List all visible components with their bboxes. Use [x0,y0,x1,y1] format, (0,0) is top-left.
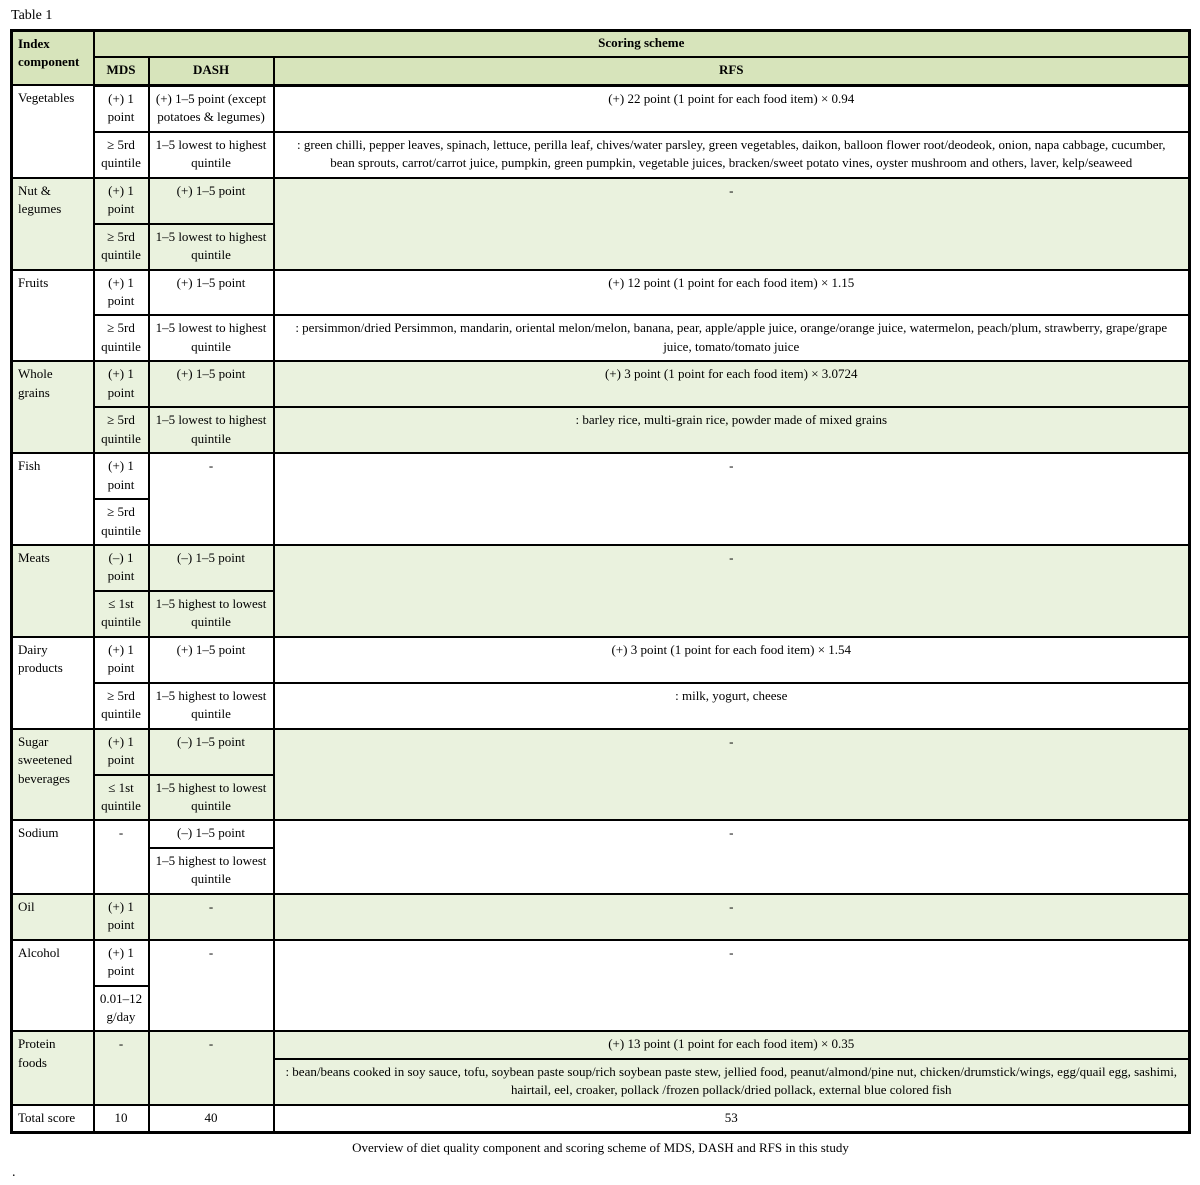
table-row-whole-grains-2 [12,407,1190,453]
cell-meats-dash-1: (–) 1–5 point [149,545,274,591]
cell-sugar-sweetened-beverages-component: Sugar sweetened beverages [12,729,94,821]
table-row-sodium-1 [12,820,1190,847]
table-label: Table 1 [11,8,53,23]
table-row-dairy-products-1 [12,637,1190,683]
table-row-vegetables-2 [12,132,1190,178]
cell-sodium-dash-2: 1–5 highest to lowest quintile [149,848,274,894]
header-col-dash: DASH [149,57,274,85]
table-row-total-score [12,1105,1190,1133]
cell-fruits-rfs-1: (+) 12 point (1 point for each food item) × 1.15 [274,270,1190,316]
cell-sugar-sweetened-beverages-mds-1: (+) 1 point [94,729,149,775]
cell-protein-foods-mds: - [94,1031,149,1104]
cell-fruits-mds-1: (+) 1 point [94,270,149,316]
cell-nut-legumes-mds-1: (+) 1 point [94,178,149,224]
cell-total-score-component: Total score [12,1105,94,1133]
cell-vegetables-rfs-1: (+) 22 point (1 point for each food item) × 0.94 [274,85,1190,131]
header-scoring-scheme: Scoring scheme [94,31,1190,58]
cell-sugar-sweetened-beverages-mds-2: ≤ 1st quintile [94,775,149,821]
cell-alcohol-rfs: - [274,940,1190,1032]
table-row-alcohol-1 [12,940,1190,986]
cell-sodium-mds: - [94,820,149,893]
cell-nut-legumes-mds-2: ≥ 5rd quintile [94,224,149,270]
cell-nut-legumes-component: Nut & legumes [12,178,94,270]
cell-protein-foods-dash: - [149,1031,274,1104]
cell-whole-grains-dash-2: 1–5 lowest to highest quintile [149,407,274,453]
header-col-mds: MDS [94,57,149,85]
cell-total-score-mds: 10 [94,1105,149,1133]
table-row-fish-1 [12,453,1190,499]
table-row-whole-grains-1 [12,361,1190,407]
cell-fish-mds-2: ≥ 5rd quintile [94,499,149,545]
cell-dairy-products-dash-2: 1–5 highest to lowest quintile [149,683,274,729]
cell-whole-grains-mds-2: ≥ 5rd quintile [94,407,149,453]
cell-dairy-products-component: Dairy products [12,637,94,729]
cell-protein-foods-rfs-1: (+) 13 point (1 point for each food item) × 0.35 [274,1031,1190,1058]
cell-whole-grains-component: Whole grains [12,361,94,453]
cell-whole-grains-mds-1: (+) 1 point [94,361,149,407]
cell-vegetables-mds-2: ≥ 5rd quintile [94,132,149,178]
cell-fish-dash: - [149,453,274,545]
cell-alcohol-mds-1: (+) 1 point [94,940,149,986]
cell-alcohol-dash: - [149,940,274,1032]
scoring-scheme-table [10,29,1191,1134]
header-row-indices [12,57,1190,85]
cell-vegetables-component: Vegetables [12,85,94,177]
table-body [12,85,1190,1132]
cell-alcohol-mds-2: 0.01–12 g/day [94,986,149,1032]
stray-period: . [12,1165,16,1181]
table-row-fruits-2 [12,315,1190,361]
cell-whole-grains-dash-1: (+) 1–5 point [149,361,274,407]
cell-sodium-rfs: - [274,820,1190,893]
cell-fruits-dash-1: (+) 1–5 point [149,270,274,316]
table-row-protein-foods-1 [12,1031,1190,1058]
cell-meats-dash-2: 1–5 highest to lowest quintile [149,591,274,637]
cell-nut-legumes-dash-2: 1–5 lowest to highest quintile [149,224,274,270]
cell-oil-rfs: - [274,894,1190,940]
cell-fruits-mds-2: ≥ 5rd quintile [94,315,149,361]
cell-sugar-sweetened-beverages-rfs: - [274,729,1190,821]
cell-fish-mds-1: (+) 1 point [94,453,149,499]
cell-vegetables-rfs-2: : green chilli, pepper leaves, spinach, lettuce, perilla leaf, chives/water parsley, green vegetables, daikon, balloon flower root/deodeok, onion, napa cabbage, cucumber, bean sprouts, carrot/carrot juice, pumpkin, green pumpkin, vegetable juices, bracken/sweet potato vines, oyster mushroom and others, laver, kelp/seaweed [274,132,1190,178]
cell-vegetables-dash-1: (+) 1–5 point (except potatoes & legumes) [149,85,274,131]
cell-oil-component: Oil [12,894,94,940]
table-row-fruits-1 [12,270,1190,316]
cell-meats-rfs: - [274,545,1190,637]
cell-dairy-products-rfs-1: (+) 3 point (1 point for each food item) × 1.54 [274,637,1190,683]
cell-protein-foods-component: Protein foods [12,1031,94,1104]
cell-vegetables-mds-1: (+) 1 point [94,85,149,131]
cell-fish-rfs: - [274,453,1190,545]
cell-dairy-products-dash-1: (+) 1–5 point [149,637,274,683]
cell-vegetables-dash-2: 1–5 lowest to highest quintile [149,132,274,178]
cell-alcohol-component: Alcohol [12,940,94,1032]
header-index-component: Index component [12,31,94,86]
cell-dairy-products-rfs-2: : milk, yogurt, cheese [274,683,1190,729]
table-row-sugar-sweetened-beverages-1 [12,729,1190,775]
cell-fruits-dash-2: 1–5 lowest to highest quintile [149,315,274,361]
table-row-meats-1 [12,545,1190,591]
table-caption: Overview of diet quality component and scoring scheme of MDS, DASH and RFS in this study [352,1140,849,1156]
cell-dairy-products-mds-2: ≥ 5rd quintile [94,683,149,729]
table-header [12,31,1190,86]
cell-oil-dash: - [149,894,274,940]
cell-meats-component: Meats [12,545,94,637]
cell-fish-component: Fish [12,453,94,545]
cell-whole-grains-rfs-1: (+) 3 point (1 point for each food item) × 3.0724 [274,361,1190,407]
cell-sodium-component: Sodium [12,820,94,893]
cell-oil-mds: (+) 1 point [94,894,149,940]
cell-total-score-rfs: 53 [274,1105,1190,1133]
cell-fruits-component: Fruits [12,270,94,362]
table-row-nut-legumes-1 [12,178,1190,224]
cell-meats-mds-1: (–) 1 point [94,545,149,591]
cell-sugar-sweetened-beverages-dash-1: (–) 1–5 point [149,729,274,775]
cell-whole-grains-rfs-2: : barley rice, multi-grain rice, powder made of mixed grains [274,407,1190,453]
cell-nut-legumes-rfs: - [274,178,1190,270]
cell-sugar-sweetened-beverages-dash-2: 1–5 highest to lowest quintile [149,775,274,821]
cell-fruits-rfs-2: : persimmon/dried Persimmon, mandarin, oriental melon/melon, banana, pear, apple/apple juice, orange/orange juice, watermelon, peach/plum, strawberry, grape/grape juice, tomato/tomato juice [274,315,1190,361]
cell-protein-foods-rfs-2: : bean/beans cooked in soy sauce, tofu, soybean paste soup/rich soybean paste stew, jellied food, peanut/almond/pine nut, chicken/drumstick/wings, egg/quail egg, sashimi, hairtail, eel, croaker, pollack /frozen pollack/dried pollack, external blue colored fish [274,1059,1190,1105]
header-row-top [12,31,1190,58]
table-row-dairy-products-2 [12,683,1190,729]
table-row-vegetables-1 [12,85,1190,131]
cell-total-score-dash: 40 [149,1105,274,1133]
table-row-oil [12,894,1190,940]
cell-meats-mds-2: ≤ 1st quintile [94,591,149,637]
header-col-rfs: RFS [274,57,1190,85]
cell-nut-legumes-dash-1: (+) 1–5 point [149,178,274,224]
cell-dairy-products-mds-1: (+) 1 point [94,637,149,683]
cell-sodium-dash-1: (–) 1–5 point [149,820,274,847]
